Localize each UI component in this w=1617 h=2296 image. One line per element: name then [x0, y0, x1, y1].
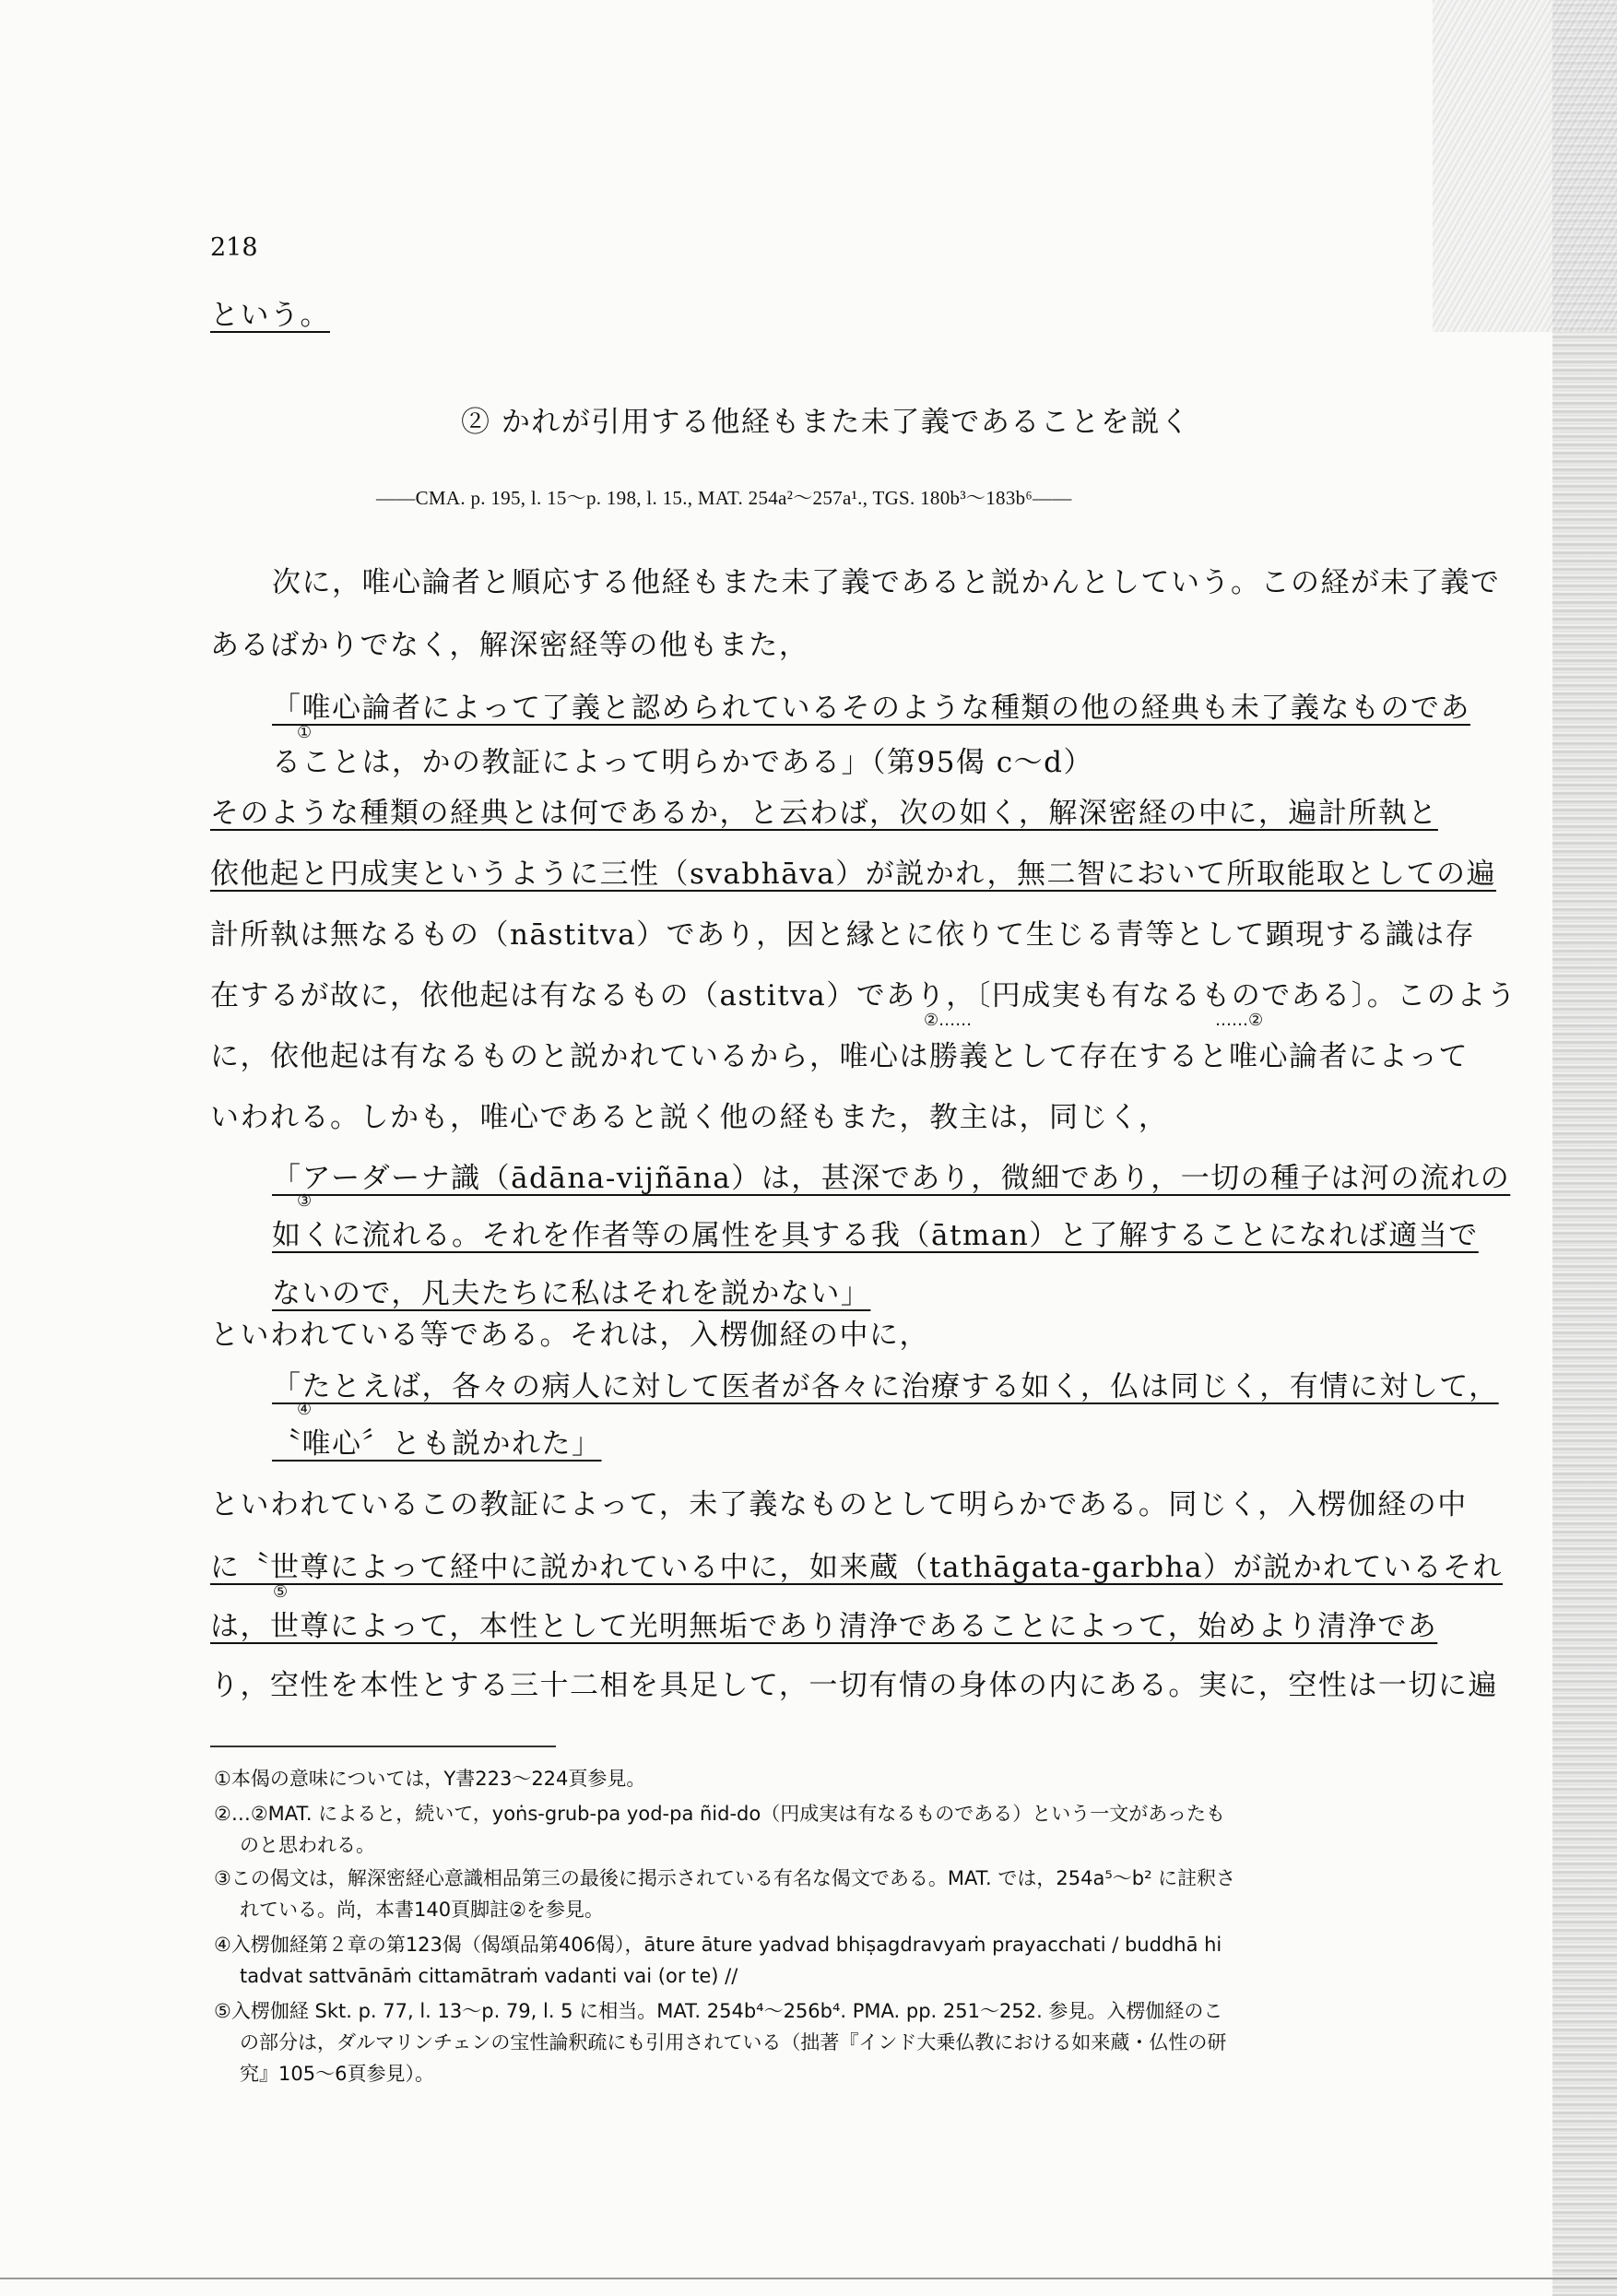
paragraph-2-line-3: 計所執は無なるもの（nāstitva）であり，因と縁とに依りて生じる青等として顕現する識は存	[210, 918, 1476, 952]
footnote-marker-5: ⑤	[273, 1582, 289, 1602]
footnote-5-line-3: 究』105～6頁参見）。	[240, 2063, 434, 2085]
scan-edge-shadow	[1552, 0, 1617, 2296]
footnote-5-line-1: ⑤入楞伽経 Skt. p. 77, l. 13～p. 79, l. 5 に相当。MAT. 254b⁴～256b⁴. PMA. pp. 251～252. 参見。入楞伽経のこ	[214, 2000, 1223, 2022]
quote-3-line-2: 〝唯心〞とも説かれた」	[272, 1427, 602, 1461]
footnote-3	[214, 1863, 1440, 1925]
source-reference: ——CMA. p. 195, l. 15～p. 198, l. 15., MAT. 254a²～257a¹., TGS. 180b³～183b⁶——	[376, 487, 1072, 509]
quote-3-line-1: 「たとえば，各々の病人に対して医者が各々に治療する如く，仏は同じく，有情に対して，	[272, 1370, 1499, 1403]
footnote-marker-3: ③	[297, 1191, 313, 1211]
footnote-2-line-1: ②…②MAT. によると，続いて，yoṅs-grub-pa yod-pa ñid-do（円成実は有なるものである）という一文があったも	[214, 1803, 1226, 1825]
footnote-2-line-2: のと思われる。	[240, 1834, 375, 1856]
section-heading: ② かれが引用する他経もまた未了義であることを説く	[461, 406, 1191, 439]
quote-1-line-1: 「唯心論者によって了義と認められているそのような種類の他の経典も未了義なものであ	[272, 692, 1470, 725]
scan-corner-shadow	[1433, 0, 1617, 332]
paragraph-1-line-1: 次に，唯心論者と順応する他経もまた未了義であると説かんとしていう。この経が未了義で	[272, 566, 1501, 599]
footnote-4-line-1: ④入楞伽経第２章の第123偈（偈頌品第406偈），āture āture yadvad bhiṣagdravyaṁ prayacchati / buddhā hi	[214, 1934, 1222, 1956]
quote-2-line-2: 如くに流れる。それを作者等の属性を具する我（ātman）と了解することになれば適当で	[272, 1219, 1479, 1252]
footnote-4	[214, 1929, 1440, 1992]
paragraph-4-line-2: に〝世尊によって経中に説かれている中に，如来蔵（tathāgata-garbha）が説かれているそれ	[210, 1551, 1504, 1584]
paragraph-2-line-4: 在するが故に，依他起は有なるもの（astitva）であり，〔円成実も有なるものである〕。このよう	[210, 979, 1517, 1012]
footnote-1	[214, 1763, 1440, 1794]
footnote-marker-2-start: ②……	[924, 1011, 973, 1030]
paragraph-4-line-4: り，空性を本性とする三十二相を具足して，一切有情の身体の内にある。実に，空性は一切に遍	[210, 1669, 1498, 1702]
footnote-4-line-2: tadvat sattvānāṁ cittamātraṁ vadanti vai (or te) //	[240, 1965, 738, 1987]
footnote-marker-1: ①	[297, 723, 313, 742]
paragraph-3-line-1: といわれている等である。それは，入楞伽経の中に，	[210, 1319, 929, 1352]
quote-1-line-2: ることは，かの教証によって明らかである」（第95偈 c～d）	[272, 746, 1094, 779]
scan-bottom-edge	[0, 2278, 1617, 2279]
footnote-marker-2-end: ……②	[1215, 1011, 1264, 1030]
footnote-divider	[210, 1746, 556, 1747]
paragraph-4-line-1: といわれているこの教証によって，未了義なものとして明らかである。同じく，入楞伽経の中	[210, 1488, 1468, 1521]
paragraph-4-line-3: は，世尊によって，本性として光明無垢であり清浄であることによって，始めより清浄であ	[210, 1610, 1438, 1643]
paragraph-2-line-6: いわれる。しかも，唯心であると説く他の経もまた，教主は，同じく，	[210, 1101, 1169, 1134]
paragraph-2-line-2: 依他起と円成実というように三性（svabhāva）が説かれ，無二智において所取能取としての遍	[210, 858, 1497, 891]
footnote-2	[214, 1798, 1440, 1861]
paragraph-1-line-2: あるばかりでなく，解深密経等の他もまた，	[210, 629, 809, 662]
page-number: 218	[210, 233, 258, 262]
opening-line: という。	[210, 299, 330, 332]
footnote-5	[214, 1995, 1440, 2089]
footnote-3-line-1: ③この偈文は，解深密経心意識相品第三の最後に掲示されている有名な偈文である。MAT. では，254a⁵～b² に註釈さ	[214, 1867, 1236, 1889]
footnote-5-line-2: の部分は，ダルマリンチェンの宝性論釈疏にも引用されている（拙著『インド大乗仏教における如来蔵・仏性の研	[240, 2031, 1227, 2053]
footnote-3-line-2: れている。尚，本書140頁脚註②を参見。	[240, 1899, 604, 1921]
footnote-marker-4: ④	[297, 1400, 313, 1419]
quote-2-line-3: ないので，凡夫たちに私はそれを説かない」	[272, 1277, 871, 1310]
footnote-1-text: ①本偈の意味については，Y書223～224頁参見。	[214, 1768, 646, 1790]
paragraph-2-line-1: そのような種類の経典とは何であるか，と云わば，次の如く，解深密経の中に，遍計所執と	[210, 797, 1438, 830]
paragraph-2-line-5: に，依他起は有なるものと説かれているから，唯心は勝義として存在すると唯心論者によって	[210, 1040, 1469, 1073]
quote-2-line-1: 「アーダーナ識（ādāna-vijñāna）は，甚深であり，微細であり，一切の種子は河の流れの	[272, 1162, 1511, 1195]
